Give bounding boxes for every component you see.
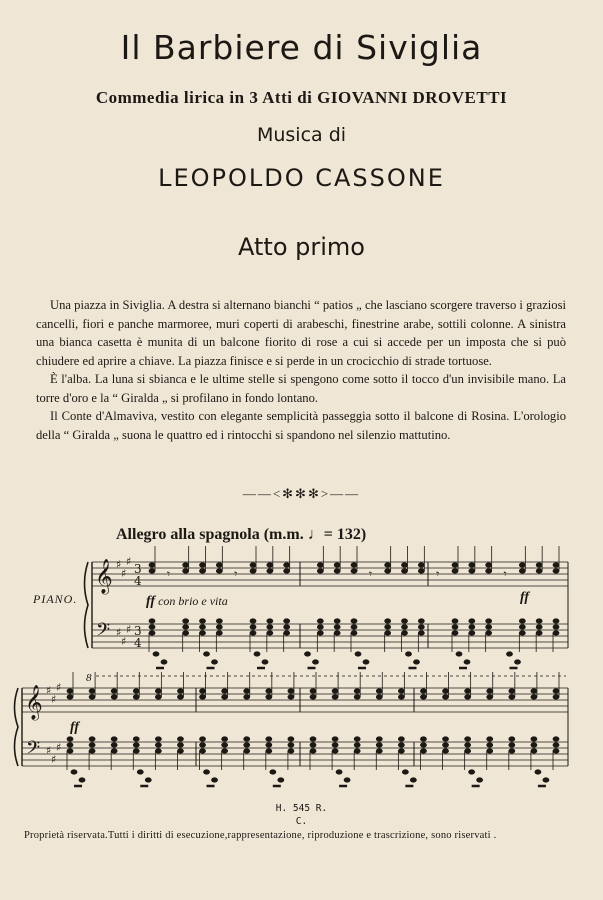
note-head bbox=[553, 689, 559, 693]
note-head bbox=[250, 619, 256, 623]
note-head bbox=[410, 778, 416, 782]
note-head bbox=[67, 743, 73, 747]
dynamic-expression: con brio e vita bbox=[158, 594, 228, 608]
opera-subtitle: Commedia lirica in 3 Atti di GIOVANNI DROVETTI bbox=[95, 88, 508, 107]
note-head bbox=[244, 695, 250, 699]
note-head bbox=[536, 625, 542, 629]
note-head bbox=[111, 695, 117, 699]
note-head bbox=[402, 563, 408, 567]
note-head bbox=[385, 569, 391, 573]
note-head bbox=[509, 743, 515, 747]
note-head bbox=[469, 569, 475, 573]
note-head bbox=[216, 625, 222, 629]
key-sharp: ♯ bbox=[46, 744, 52, 757]
treble-clef: 𝄞 bbox=[25, 685, 43, 720]
note-head bbox=[216, 631, 222, 635]
note-head bbox=[486, 563, 492, 567]
note-head bbox=[216, 619, 222, 623]
note-head bbox=[155, 689, 161, 693]
note-head bbox=[67, 737, 73, 741]
note-head bbox=[354, 737, 360, 741]
key-sharp: ♯ bbox=[126, 555, 132, 568]
note-head bbox=[250, 569, 256, 573]
plate-letter: C. bbox=[295, 816, 308, 827]
note-head bbox=[177, 689, 183, 693]
note-head bbox=[531, 743, 537, 747]
note-head bbox=[133, 743, 139, 747]
note-head bbox=[200, 563, 206, 567]
note-head bbox=[519, 625, 525, 629]
note-head bbox=[200, 689, 206, 693]
note-head bbox=[133, 689, 139, 693]
bass-clef: 𝄢 bbox=[96, 620, 111, 645]
note-head bbox=[469, 563, 475, 567]
note-head bbox=[452, 563, 458, 567]
note-head bbox=[310, 737, 316, 741]
note-head bbox=[509, 737, 515, 741]
note-head bbox=[519, 563, 525, 567]
note-head bbox=[376, 737, 382, 741]
note-head bbox=[487, 743, 493, 747]
note-head bbox=[443, 749, 449, 753]
note-head bbox=[216, 563, 222, 567]
note-head bbox=[553, 631, 559, 635]
note-head bbox=[111, 737, 117, 741]
note-head bbox=[519, 631, 525, 635]
note-head bbox=[250, 563, 256, 567]
key-sharp: ♯ bbox=[56, 681, 62, 694]
note-head bbox=[354, 695, 360, 699]
note-head bbox=[452, 625, 458, 629]
note-head bbox=[244, 743, 250, 747]
note-head bbox=[486, 569, 492, 573]
note-head bbox=[398, 689, 404, 693]
note-head bbox=[177, 743, 183, 747]
note-head bbox=[402, 770, 408, 774]
note-head bbox=[111, 743, 117, 747]
note-head bbox=[385, 619, 391, 623]
note-head bbox=[267, 619, 273, 623]
note-head bbox=[155, 737, 161, 741]
note-head bbox=[137, 770, 143, 774]
note-head bbox=[313, 660, 319, 664]
note-head bbox=[477, 778, 483, 782]
note-head bbox=[332, 737, 338, 741]
note-head bbox=[376, 749, 382, 753]
note-head bbox=[266, 695, 272, 699]
note-head bbox=[553, 569, 559, 573]
note-head bbox=[266, 749, 272, 753]
note-head bbox=[244, 749, 250, 753]
note-head bbox=[183, 631, 189, 635]
note-head bbox=[531, 749, 537, 753]
note-head bbox=[67, 695, 73, 699]
note-head bbox=[183, 619, 189, 623]
note-head bbox=[267, 631, 273, 635]
note-head bbox=[354, 743, 360, 747]
note-head bbox=[89, 695, 95, 699]
note-head bbox=[250, 631, 256, 635]
note-head bbox=[418, 563, 424, 567]
note-head bbox=[216, 569, 222, 573]
note-head bbox=[317, 631, 323, 635]
note-head bbox=[531, 689, 537, 693]
time-signature: 3 bbox=[134, 624, 142, 638]
note-head bbox=[288, 743, 294, 747]
note-head bbox=[262, 660, 268, 664]
key-sharp: ♯ bbox=[116, 558, 122, 571]
note-head bbox=[465, 695, 471, 699]
note-head bbox=[266, 743, 272, 747]
note-head bbox=[155, 695, 161, 699]
tempo-marking: Allegro alla spagnola (m.m. ♩= 132) bbox=[116, 526, 367, 543]
brace bbox=[85, 562, 89, 648]
key-sharp: ♯ bbox=[121, 635, 127, 648]
note-head bbox=[487, 749, 493, 753]
note-head bbox=[133, 749, 139, 753]
note-head bbox=[149, 619, 155, 623]
note-head bbox=[402, 619, 408, 623]
key-sharp: ♯ bbox=[116, 626, 122, 639]
note-head bbox=[355, 652, 361, 656]
note-head bbox=[351, 619, 357, 623]
note-head bbox=[317, 569, 323, 573]
note-head bbox=[354, 689, 360, 693]
note-head bbox=[334, 625, 340, 629]
note-head bbox=[332, 743, 338, 747]
note-head bbox=[385, 563, 391, 567]
rest: 𝄾 bbox=[234, 567, 238, 581]
note-head bbox=[465, 749, 471, 753]
key-sharp: ♯ bbox=[56, 741, 62, 754]
note-head bbox=[332, 695, 338, 699]
time-signature: 3 bbox=[134, 562, 142, 576]
note-head bbox=[267, 563, 273, 567]
note-head bbox=[418, 619, 424, 623]
note-head bbox=[200, 631, 206, 635]
note-head bbox=[222, 743, 228, 747]
note-head bbox=[376, 695, 382, 699]
note-head bbox=[200, 695, 206, 699]
note-head bbox=[406, 652, 412, 656]
note-head bbox=[334, 631, 340, 635]
dynamic-marking-2: ff bbox=[520, 590, 530, 605]
note-head bbox=[200, 619, 206, 623]
note-head bbox=[465, 743, 471, 747]
note-head bbox=[418, 631, 424, 635]
key-sharp: ♯ bbox=[51, 753, 57, 766]
note-head bbox=[376, 689, 382, 693]
note-head bbox=[161, 660, 167, 664]
note-head bbox=[89, 749, 95, 753]
note-head bbox=[509, 749, 515, 753]
stage-direction-paragraph: Una piazza in Siviglia. A destra si alternano bianchi “ patios „ che lasciano scorgere traverso i graziosi cancelli, fiori e panche marmoree, muri coperti di arabeschi, finestrine arabe, sottili colonne. A sinistra una bianca casetta è munita di un balcone fiorito di rose a cui si accede per un imposta che si può chiudere ed aprire a chiave. La piazza finisce e si perde in un crocicchio di strade tortuose. bbox=[36, 298, 566, 368]
note-head bbox=[67, 689, 73, 693]
note-head bbox=[332, 689, 338, 693]
note-head bbox=[486, 619, 492, 623]
note-head bbox=[443, 737, 449, 741]
note-head bbox=[531, 695, 537, 699]
note-head bbox=[200, 743, 206, 747]
note-head bbox=[385, 625, 391, 629]
note-head bbox=[509, 689, 515, 693]
note-head bbox=[420, 737, 426, 741]
note-head bbox=[317, 619, 323, 623]
note-head bbox=[402, 631, 408, 635]
note-head bbox=[443, 695, 449, 699]
note-head bbox=[398, 695, 404, 699]
ornament-divider: ——<✻✻✻>—— bbox=[242, 486, 361, 501]
note-head bbox=[344, 778, 350, 782]
note-head bbox=[363, 660, 369, 664]
note-head bbox=[310, 743, 316, 747]
note-head bbox=[418, 625, 424, 629]
key-sharp: ♯ bbox=[121, 567, 127, 580]
note-head bbox=[310, 749, 316, 753]
note-head bbox=[536, 569, 542, 573]
note-head bbox=[200, 737, 206, 741]
note-head bbox=[177, 737, 183, 741]
key-sharp: ♯ bbox=[46, 684, 52, 697]
note-head bbox=[153, 652, 159, 656]
note-head bbox=[332, 749, 338, 753]
note-head bbox=[465, 737, 471, 741]
note-head bbox=[133, 695, 139, 699]
note-head bbox=[420, 743, 426, 747]
note-head bbox=[270, 770, 276, 774]
note-head bbox=[553, 737, 559, 741]
rest: 𝄾 bbox=[368, 567, 373, 581]
note-head bbox=[133, 737, 139, 741]
note-head bbox=[67, 749, 73, 753]
note-head bbox=[487, 689, 493, 693]
note-head bbox=[204, 652, 210, 656]
note-head bbox=[398, 737, 404, 741]
note-head bbox=[71, 770, 77, 774]
copyright-notice: Proprietà riservata.Tutti i diritti di esecuzione,rappresentazione, riproduzione e trascrizione, sono riservati . bbox=[24, 830, 497, 841]
note-head bbox=[317, 563, 323, 567]
note-head bbox=[469, 619, 475, 623]
instrument-label: PIANO. bbox=[33, 592, 78, 606]
note-head bbox=[354, 749, 360, 753]
note-head bbox=[310, 695, 316, 699]
note-head bbox=[402, 625, 408, 629]
dynamic-marking-3: ff bbox=[70, 720, 80, 735]
note-head bbox=[553, 619, 559, 623]
note-head bbox=[89, 743, 95, 747]
note-head bbox=[519, 569, 525, 573]
note-head bbox=[469, 631, 475, 635]
note-head bbox=[456, 652, 462, 656]
note-head bbox=[145, 778, 151, 782]
note-head bbox=[443, 743, 449, 747]
bass-clef: 𝄢 bbox=[26, 738, 41, 763]
note-head bbox=[267, 569, 273, 573]
note-head bbox=[553, 743, 559, 747]
note-head bbox=[200, 625, 206, 629]
note-head bbox=[183, 625, 189, 629]
note-head bbox=[244, 689, 250, 693]
note-head bbox=[443, 689, 449, 693]
note-head bbox=[519, 619, 525, 623]
treble-clef: 𝄞 bbox=[95, 559, 113, 594]
time-signature: 4 bbox=[134, 574, 142, 588]
note-head bbox=[222, 737, 228, 741]
stage-direction-paragraph: Il Conte d'Almaviva, vestito con elegante semplicità passeggia sotto il balcone di Rosina. L'orologio della “ Giralda „ suona le quattro ed i rintocchi si spandono nel silenzio mattutino. bbox=[36, 409, 566, 442]
note-head bbox=[553, 749, 559, 753]
stage-direction-paragraph: È l'alba. La luna si sbianca e le ultime stelle si spengono come sotto il tocco d'un invisibile mano. La torre d'oro e la “ Giralda „ si profilano in fondo lontano. bbox=[36, 372, 566, 405]
note-head bbox=[376, 743, 382, 747]
note-head bbox=[452, 631, 458, 635]
brace bbox=[15, 688, 19, 766]
note-head bbox=[535, 770, 541, 774]
note-head bbox=[212, 778, 218, 782]
note-head bbox=[334, 619, 340, 623]
ottava-marking: 8 bbox=[86, 672, 92, 684]
key-sharp: ♯ bbox=[126, 623, 132, 636]
note-head bbox=[284, 631, 290, 635]
note-head bbox=[149, 563, 155, 567]
note-head bbox=[310, 689, 316, 693]
note-head bbox=[177, 695, 183, 699]
composer-name: LEOPOLDO CASSONE bbox=[158, 164, 445, 192]
note-head bbox=[177, 749, 183, 753]
note-head bbox=[385, 631, 391, 635]
note-head bbox=[183, 569, 189, 573]
note-head bbox=[351, 625, 357, 629]
note-head bbox=[250, 625, 256, 629]
note-head bbox=[536, 619, 542, 623]
note-head bbox=[420, 695, 426, 699]
note-head bbox=[398, 743, 404, 747]
note-head bbox=[155, 743, 161, 747]
note-head bbox=[418, 569, 424, 573]
note-head bbox=[536, 631, 542, 635]
note-head bbox=[398, 749, 404, 753]
note-head bbox=[212, 660, 218, 664]
note-head bbox=[553, 695, 559, 699]
note-head bbox=[487, 695, 493, 699]
note-head bbox=[553, 625, 559, 629]
plate-info bbox=[0, 802, 603, 828]
note-head bbox=[452, 619, 458, 623]
note-head bbox=[469, 770, 475, 774]
note-head bbox=[317, 625, 323, 629]
note-head bbox=[149, 631, 155, 635]
note-head bbox=[351, 569, 357, 573]
note-head bbox=[267, 625, 273, 629]
note-head bbox=[149, 625, 155, 629]
note-head bbox=[89, 689, 95, 693]
note-head bbox=[284, 563, 290, 567]
note-head bbox=[420, 689, 426, 693]
note-head bbox=[486, 625, 492, 629]
note-head bbox=[553, 563, 559, 567]
note-head bbox=[334, 569, 340, 573]
note-head bbox=[266, 689, 272, 693]
note-head bbox=[402, 569, 408, 573]
note-head bbox=[284, 625, 290, 629]
note-head bbox=[305, 652, 311, 656]
note-head bbox=[183, 563, 189, 567]
rest: 𝄾 bbox=[166, 567, 171, 581]
note-head bbox=[284, 569, 290, 573]
note-head bbox=[288, 737, 294, 741]
note-head bbox=[222, 695, 228, 699]
act-heading: Atto primo bbox=[238, 233, 365, 261]
note-head bbox=[469, 625, 475, 629]
note-head bbox=[351, 563, 357, 567]
note-head bbox=[79, 778, 85, 782]
note-head bbox=[244, 737, 250, 741]
opera-title: Il Barbiere di Siviglia bbox=[120, 28, 483, 67]
note-head bbox=[452, 569, 458, 573]
note-head bbox=[420, 749, 426, 753]
note-head bbox=[89, 737, 95, 741]
key-sharp: ♯ bbox=[51, 693, 57, 706]
note-head bbox=[414, 660, 420, 664]
note-head bbox=[509, 695, 515, 699]
note-head bbox=[111, 689, 117, 693]
note-head bbox=[536, 563, 542, 567]
note-head bbox=[487, 737, 493, 741]
note-head bbox=[531, 737, 537, 741]
note-head bbox=[288, 749, 294, 753]
note-head bbox=[204, 770, 210, 774]
note-head bbox=[334, 563, 340, 567]
note-head bbox=[507, 652, 513, 656]
note-head bbox=[254, 652, 260, 656]
dynamic-ff: ff bbox=[146, 594, 156, 609]
note-head bbox=[288, 689, 294, 693]
note-head bbox=[515, 660, 521, 664]
note-head bbox=[543, 778, 549, 782]
plate-number: H. 545 R. bbox=[275, 803, 328, 814]
note-head bbox=[200, 569, 206, 573]
note-head bbox=[266, 737, 272, 741]
time-signature: 4 bbox=[134, 636, 142, 650]
rest: 𝄾 bbox=[436, 567, 440, 581]
note-head bbox=[336, 770, 342, 774]
musica-di-label: Musica di bbox=[256, 124, 347, 146]
note-head bbox=[486, 631, 492, 635]
note-head bbox=[200, 749, 206, 753]
note-head bbox=[222, 749, 228, 753]
note-head bbox=[222, 689, 228, 693]
note-head bbox=[155, 749, 161, 753]
note-head bbox=[278, 778, 284, 782]
note-head bbox=[288, 695, 294, 699]
note-head bbox=[111, 749, 117, 753]
rest: 𝄾 bbox=[503, 567, 507, 581]
note-head bbox=[149, 569, 155, 573]
note-head bbox=[284, 619, 290, 623]
note-head bbox=[464, 660, 470, 664]
note-head bbox=[465, 689, 471, 693]
note-head bbox=[351, 631, 357, 635]
